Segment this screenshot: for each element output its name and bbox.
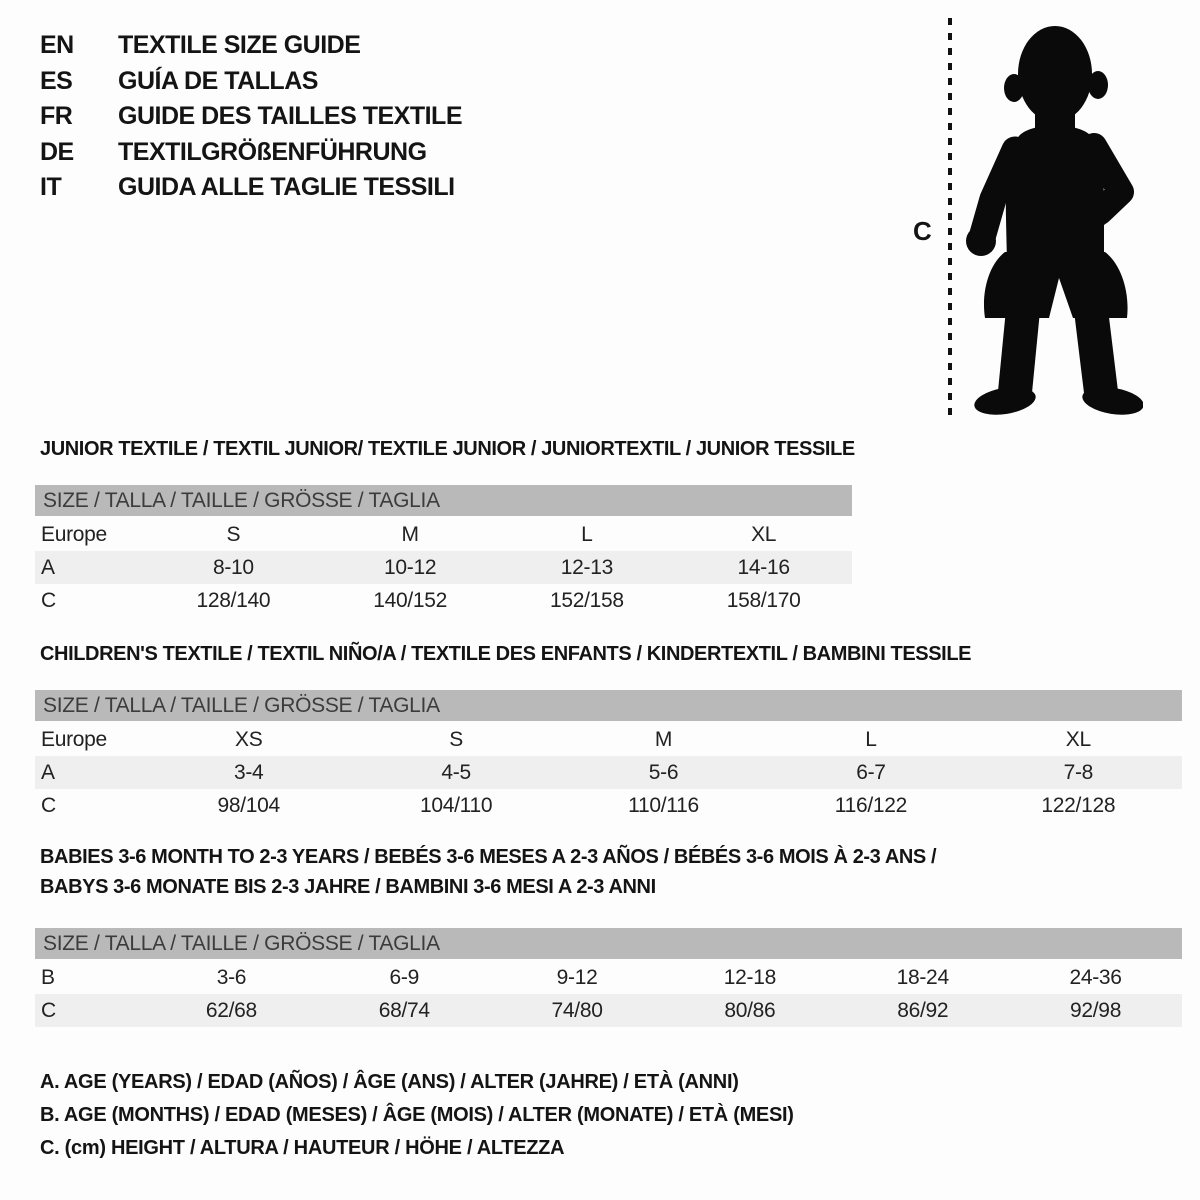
guide-title-text: TEXTILE SIZE GUIDE (118, 31, 361, 60)
row-label: A (41, 555, 55, 579)
size-cell: 12-13 (560, 555, 613, 579)
size-cell: XS (234, 727, 263, 751)
size-cell: 62/68 (205, 998, 257, 1022)
language-code: DE (40, 137, 74, 166)
size-cell: 104/110 (419, 793, 493, 817)
size-table-section (35, 434, 855, 617)
language-title-row (40, 170, 462, 206)
size-table-body (35, 961, 1182, 1027)
size-table-header-bar: SIZE / TALLA / TAILLE / GRÖSSE / TAGLIA (35, 928, 1182, 961)
size-table-body (35, 723, 1182, 822)
size-table-header-bar: SIZE / TALLA / TAILLE / GRÖSSE / TAGLIA (35, 690, 1182, 723)
size-cell: 14-16 (737, 555, 790, 579)
section-title: CHILDREN'S TEXTILE / TEXTIL NIÑO/A / TEXTILE DES ENFANTS / KINDERTEXTIL / BAMBINI TESSILE (40, 643, 972, 665)
section-title: BABIES 3-6 MONTH TO 2-3 YEARS / BEBÉS 3-6 MESES A 2-3 AÑOS / BÉBÉS 3-6 MOIS À 2-3 ANS / BABYS 3-6 MONATE BIS 2-3 JAHRE / BAMBINI 3-6 MESI A 2-3 ANNI (40, 846, 937, 898)
language-title-row (40, 135, 462, 171)
language-title-list (40, 28, 462, 206)
guide-title-text: TEXTILGRÖßENFÜHRUNG (118, 137, 427, 166)
size-table-row (35, 584, 852, 617)
language-code: FR (40, 102, 73, 131)
size-table-header-bar: SIZE / TALLA / TAILLE / GRÖSSE / TAGLIA (35, 485, 852, 518)
size-cell: 4-5 (441, 760, 471, 784)
row-label: B (41, 965, 55, 989)
size-cell: S (449, 727, 463, 751)
size-cell: 140/152 (373, 588, 448, 612)
language-title-row (40, 64, 462, 100)
language-title-row (40, 99, 462, 135)
size-cell: 9-12 (556, 965, 598, 989)
size-cell: 8-10 (212, 555, 254, 579)
size-table-row (35, 789, 1182, 822)
size-cell: 6-9 (389, 965, 419, 989)
size-cell: 7-8 (1063, 760, 1094, 784)
guide-title-text: GUÍA DE TALLAS (118, 66, 318, 95)
legend-note: B. AGE (MONTHS) / EDAD (MESES) / ÂGE (MOIS) / ALTER (MONATE) / ETÀ (MESI) (40, 1104, 794, 1126)
toddler-silhouette (963, 14, 1143, 420)
language-code: IT (40, 173, 62, 202)
size-table-row (35, 961, 1182, 994)
size-table-section (35, 639, 1182, 822)
language-title-row (40, 28, 462, 64)
row-label: C (41, 793, 56, 817)
size-cell: 18-24 (896, 965, 949, 989)
size-cell: M (654, 727, 673, 751)
row-label: A (41, 760, 55, 784)
size-cell: 98/104 (217, 793, 280, 817)
size-cell: L (581, 522, 593, 546)
row-label: Europe (41, 522, 107, 546)
legend-note: C. (cm) HEIGHT / ALTURA / HAUTEUR / HÖHE / ALTEZZA (40, 1137, 565, 1159)
size-cell: 122/128 (1041, 793, 1116, 817)
size-cell: 110/116 (628, 793, 699, 817)
size-cell: 68/74 (378, 998, 430, 1022)
size-cell: 12-18 (723, 965, 776, 989)
size-cell: 74/80 (551, 998, 603, 1022)
language-code: ES (40, 66, 73, 95)
size-cell: XL (751, 522, 777, 546)
size-cell: 116/122 (834, 793, 908, 817)
size-table-section (35, 842, 1182, 1027)
size-cell: 3-6 (216, 965, 247, 989)
legend-notes (40, 1066, 794, 1165)
size-cell: 10-12 (384, 555, 437, 579)
size-cell: 5-6 (648, 760, 679, 784)
legend-note: A. AGE (YEARS) / EDAD (AÑOS) / ÂGE (ANS) / ALTER (JAHRE) / ETÀ (ANNI) (40, 1071, 739, 1093)
size-cell: 152/158 (549, 588, 624, 612)
size-cell: XL (1065, 727, 1091, 751)
size-cell: 92/98 (1070, 998, 1122, 1022)
size-cell: 158/170 (726, 588, 801, 612)
row-label: Europe (41, 727, 107, 751)
size-table-row (35, 723, 1182, 756)
row-label: C (41, 588, 56, 612)
size-cell: 24-36 (1069, 965, 1122, 989)
size-table-row (35, 994, 1182, 1027)
size-cell: 128/140 (196, 588, 271, 612)
size-table-row (35, 551, 852, 584)
size-cell: 86/92 (897, 998, 949, 1022)
row-label: C (41, 998, 56, 1022)
size-cell: 3-4 (233, 760, 264, 784)
height-measure-label: C (913, 216, 932, 246)
size-cell: S (226, 522, 241, 546)
size-cell: 6-7 (856, 760, 886, 784)
size-table-row (35, 518, 852, 551)
size-cell: L (865, 727, 877, 751)
size-table-row (35, 756, 1182, 789)
section-title: JUNIOR TEXTILE / TEXTIL JUNIOR/ TEXTILE JUNIOR / JUNIORTEXTIL / JUNIOR TESSILE (40, 438, 855, 460)
language-code: EN (40, 31, 74, 60)
height-dashed-line (946, 18, 954, 416)
guide-title-text: GUIDE DES TAILLES TEXTILE (118, 102, 463, 131)
size-table-body (35, 518, 852, 617)
size-cell: 80/86 (724, 998, 776, 1022)
size-cell: M (401, 522, 419, 546)
guide-title-text: GUIDA ALLE TAGLIE TESSILI (118, 173, 455, 202)
